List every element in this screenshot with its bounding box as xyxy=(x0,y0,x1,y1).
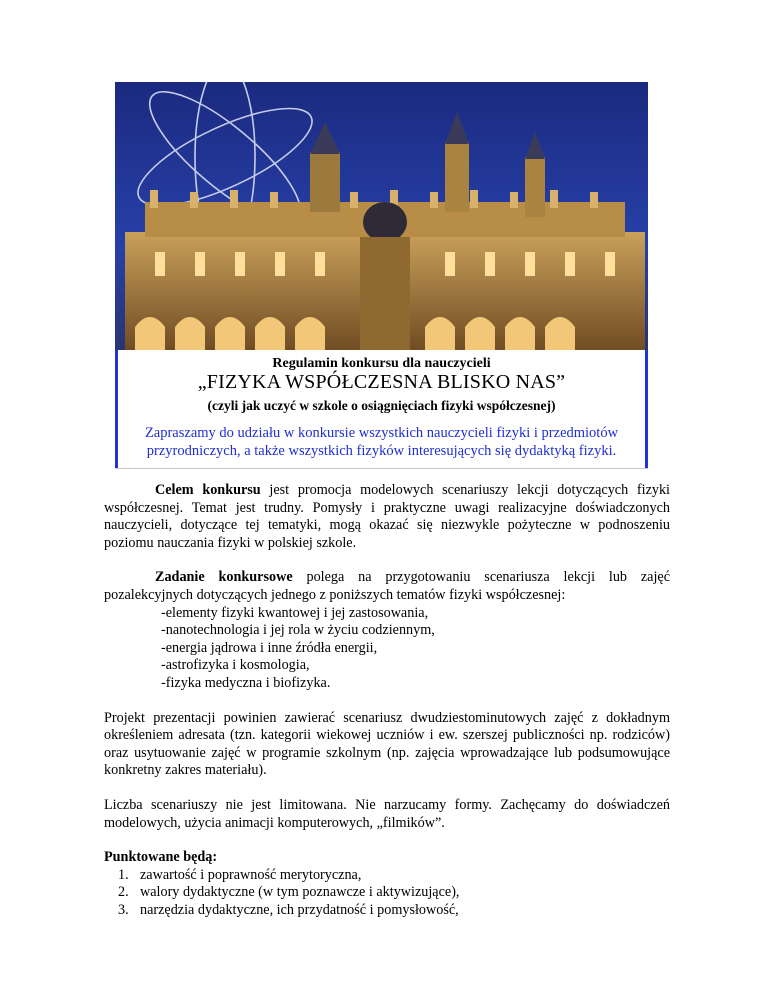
list-number: 1. xyxy=(118,866,129,883)
contest-title: „FIZYKA WSPÓŁCZESNA BLISKO NAS” xyxy=(197,371,566,393)
list-text: narzędzia dydaktyczne, ich przydatność i pomysłowość, xyxy=(140,901,459,918)
contest-header xyxy=(115,350,648,469)
project-paragraph: Projekt prezentacji powinien zawierać scenariusz dwudziestominutowych zajęć z dokładnym określeniem adresata (tzn. kategorii wiekowej uczniów i ew. szerszej publiczności np. rodziców) oraz usytuowanie zajęć w programie szkolnym (np. zajęcia wprowadzające lub podsumowujące konkretny zakres materiału). xyxy=(104,709,670,779)
list-number: 3. xyxy=(118,901,129,918)
goal-paragraph xyxy=(104,482,670,552)
count-paragraph: Liczba scenariuszy nie jest limitowana. Nie narzucamy formy. Zachęcamy do doświadczeń modelowych, użycia animacji komputerowych, „filmików”. xyxy=(104,796,670,831)
list-number: 2. xyxy=(118,884,129,901)
banner-image xyxy=(115,82,648,354)
list-text: walory dydaktyczne (w tym poznawcze i aktywizujące), xyxy=(140,884,460,901)
list-item xyxy=(104,902,670,920)
goal-text: jest promocja modelowych scenariuszy lekcji dotyczących fizyki współczesnej. Temat jest trudny. Pomysły i praktyczne uwagi realizacyjne doświadczonych nauczycieli, dotyczące tej tematyki, mogą okazać się niezwykle pożyteczne w podnoszeniu poziomu nauczania fizyki w polskiej szkole. xyxy=(104,482,670,551)
rules-body xyxy=(104,482,670,919)
list-item xyxy=(104,867,670,885)
goal-label: Celem konkursu xyxy=(155,482,261,498)
list-item: -astrofizyka i kosmologia, xyxy=(161,657,310,674)
header-parenthetical: (czyli jak uczyć w szkole o osiągnięciach fizyki współczesnej) xyxy=(207,398,556,413)
list-item: -fizyka medyczna i biofizyka. xyxy=(161,674,331,691)
task-paragraph xyxy=(104,569,670,604)
task-text: polega na przygotowaniu scenariusza lekcji lub zajęć pozalekcyjnych dotyczących jednego z poniższych tematów fizyki współczesnej: xyxy=(104,569,670,603)
list-item: -nanotechnologia i jej rola w życiu codziennym, xyxy=(161,622,435,639)
list-text: zawartość i poprawność merytoryczna, xyxy=(140,866,362,883)
topic-list xyxy=(104,605,670,693)
header-subtitle: Regulamin konkursu dla nauczycieli xyxy=(272,356,491,371)
cloth-hall-illustration xyxy=(115,82,648,354)
scoring-heading xyxy=(104,849,670,867)
scoring-heading-text: Punktowane będą: xyxy=(104,849,218,866)
scoring-list xyxy=(104,867,670,920)
list-item xyxy=(104,884,670,902)
task-label: Zadanie konkursowe xyxy=(155,569,293,586)
list-item: -elementy fizyki kwantowej i jej zastosowania, xyxy=(161,604,429,621)
invitation-text: Zapraszamy do udziału w konkursie wszystkich nauczycieli fizyki i przedmiotów przyrodniczych, a także wszystkich fizyków interesujących się dydaktyką fizyki. xyxy=(144,425,619,459)
list-item: -energia jądrowa i inne źródła energii, xyxy=(161,639,378,656)
